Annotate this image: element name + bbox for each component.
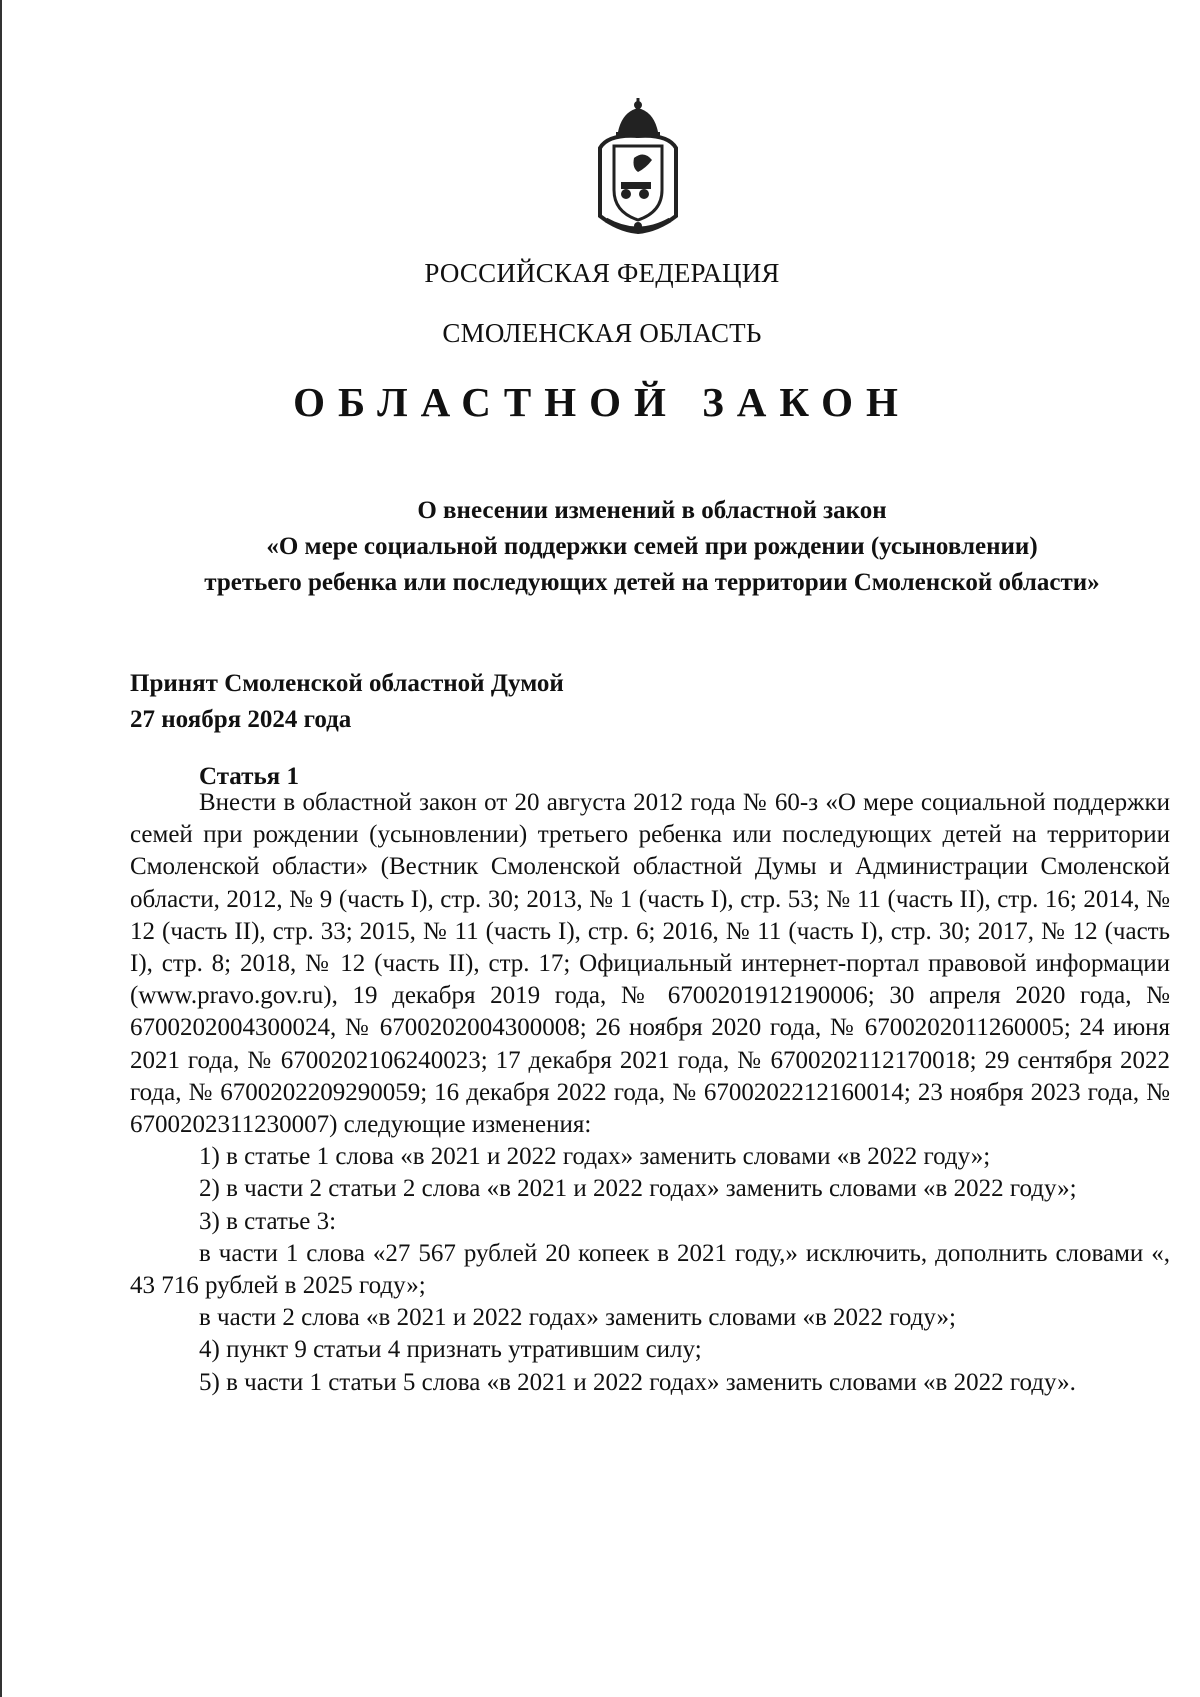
article-body <box>130 787 1170 1399</box>
law-subject-line: О внесении изменений в областной закон <box>417 497 887 524</box>
law-subject-line: «О мере социальной поддержки семей при рождении (усыновлении) <box>266 533 1038 560</box>
adoption-info <box>130 666 564 738</box>
region-name: СМОЛЕНСКАЯ ОБЛАСТЬ <box>442 318 762 348</box>
amendment-item: 2) в части 2 статьи 2 слова «в 2021 и 2022 годах» заменить словами «в 2022 году»; <box>199 1175 1077 1203</box>
amendment-item: 5) в части 1 статьи 5 слова «в 2021 и 2022 годах» заменить словами «в 2022 году». <box>199 1368 1076 1396</box>
amendment-item: 4) пункт 9 статьи 4 признать утратившим силу; <box>199 1336 702 1364</box>
adoption-date: 27 ноября 2024 года <box>130 706 352 733</box>
amendment-item: в части 1 слова «27 567 рублей 20 копеек в 2021 году,» исключить, дополнить словами «, 43 716 рублей в 2025 году»; <box>130 1239 1170 1300</box>
article-heading: Статья 1 <box>199 763 299 790</box>
law-type-title: ОБЛАСТНОЙ ЗАКОН <box>293 379 911 425</box>
law-subject <box>102 493 1200 601</box>
law-subject-line: третьего ребенка или последующих детей на территории Смоленской области» <box>204 569 1100 596</box>
article-intro: Внести в областной закон от 20 августа 2012 года № 60-з «О мере социальной поддержки семей при рождении (усыновлении) третьего ребенка или последующих детей на территории Смоленской области» (Вестник Смоленской областной Думы и Администрации Смоленской области, 2012, № 9 (часть I), стр. 30; 2013, № 1 (часть I), стр. 53; № 11 (часть II), стр. 16; 2014, № 12 (часть II), стр. 33; 2015, № 11 (часть I), стр. 6; 2016, № 11 (часть I), стр. 30; 2017, № 12 (часть I), стр. 8; 2018, № 12 (часть II), стр. 17; Официальный интернет-портал правовой информации (www.pravo.gov.ru), 19 декабря 2019 года, № 6700201912190006; 30 апреля 2020 года, № 6700202004300024, № 6700202004300008; 26 ноября 2020 года, № 6700202011260005; 24 июня 2021 года, № 6700202106240023; 17 декабря 2021 года, № 6700202112170018; 29 сентября 2022 года, № 6700202209290059; 16 декабря 2022 года, № 6700202212160014; 23 ноября 2023 года, № 6700202311230007) следующие изменения: <box>130 789 1170 1139</box>
amendment-item: 1) в статье 1 слова «в 2021 и 2022 годах» заменить словами «в 2022 году»; <box>199 1143 991 1171</box>
adoption-body: Принят Смоленской областной Думой <box>130 670 564 697</box>
country-name: РОССИЙСКАЯ ФЕДЕРАЦИЯ <box>424 258 780 288</box>
smolensk-coat-of-arms-icon <box>588 98 688 238</box>
amendment-item: 3) в статье 3: <box>199 1207 337 1235</box>
amendment-item: в части 2 слова «в 2021 и 2022 годах» заменить словами «в 2022 году»; <box>199 1304 956 1332</box>
